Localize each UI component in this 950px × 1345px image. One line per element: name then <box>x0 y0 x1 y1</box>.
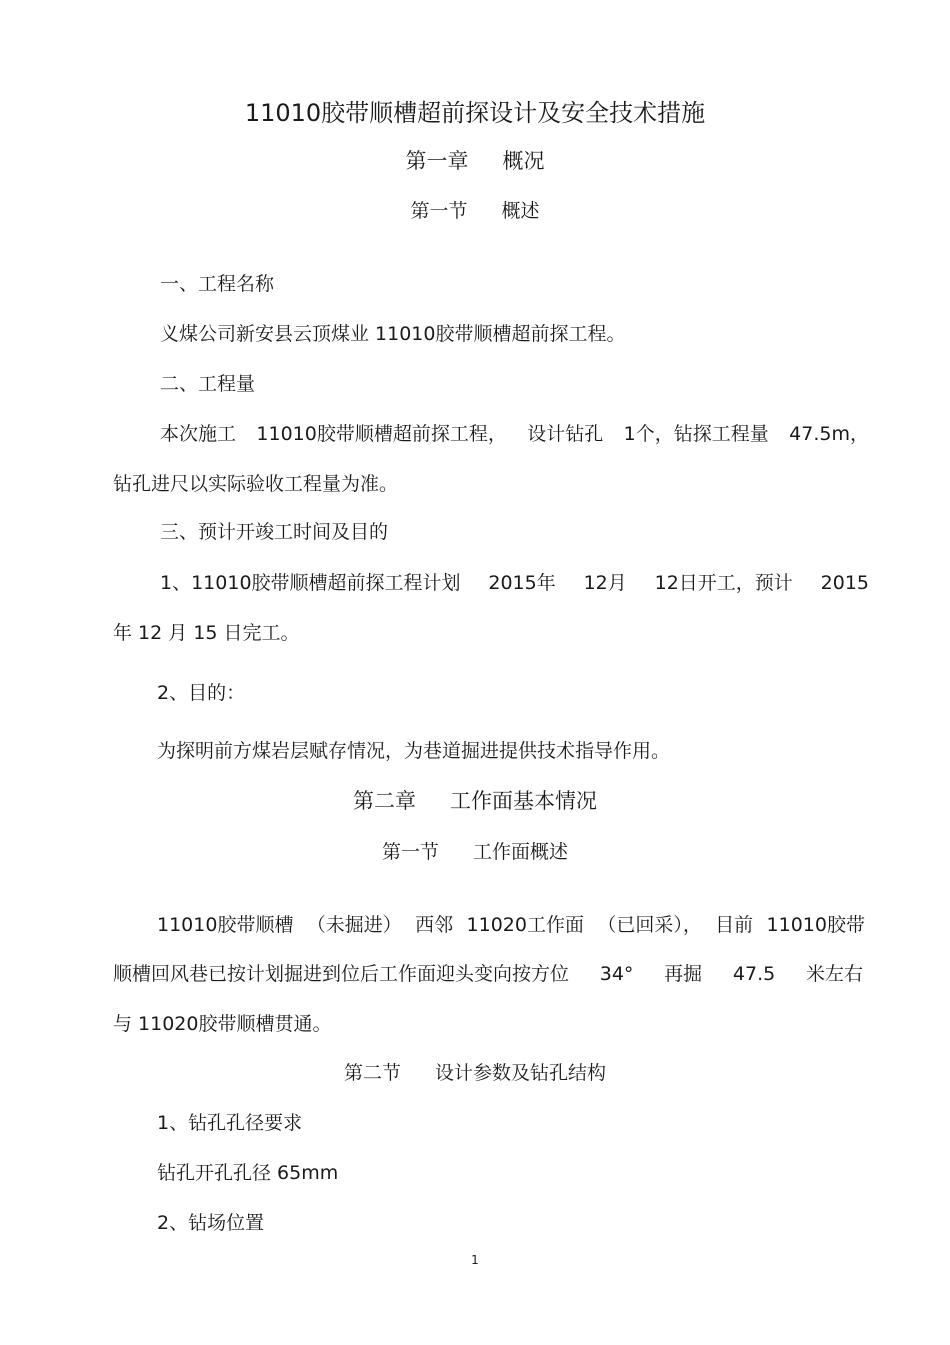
text-run: 米左右 <box>805 963 863 985</box>
chapter-2-section-1-heading <box>0 840 950 864</box>
text-run: 47.5m， <box>789 423 869 445</box>
text-run: 西邻 <box>415 914 454 936</box>
section-label: 第二节 <box>343 1062 401 1084</box>
document-title: 11010胶带顺槽超前探设计及安全技术措施 <box>244 99 706 127</box>
chapter-2-heading <box>0 788 950 814</box>
section-name: 设计参数及钻孔结构 <box>435 1062 607 1084</box>
paragraph-schedule-line-1 <box>160 571 869 595</box>
paragraph-face-line-2 <box>113 962 863 986</box>
heading-schedule: 三、预计开竣工时间及目的 <box>160 521 389 543</box>
text-run: 再掘 <box>664 963 703 985</box>
text-run: 12日开工，预计 <box>654 572 793 594</box>
item-drill-site: 2、钻场位置 <box>157 1212 265 1234</box>
text-run: 1个，钻探工程量 <box>623 423 769 445</box>
text-run: 47.5 <box>732 963 776 985</box>
paragraph-purpose: 为探明前方煤岩层赋存情况，为巷道掘进提供技术指导作用。 <box>157 740 671 762</box>
chapter-2-name: 工作面基本情况 <box>450 789 597 813</box>
text-run: 2015 <box>820 572 869 594</box>
item-hole-diameter: 1、钻孔孔径要求 <box>157 1112 303 1134</box>
text-run: 12月 <box>583 572 627 594</box>
heading-project-name: 一、工程名称 <box>160 273 275 295</box>
chapter-1-label: 第一章 <box>405 149 469 173</box>
text-run: （未掘进） <box>306 914 402 936</box>
text-run: （已回采）， <box>597 914 702 936</box>
chapter-2-section-2-heading <box>0 1061 950 1085</box>
text-run: 顺槽回风巷已按计划掘进到位后工作面迎头变向按方位 <box>113 963 570 985</box>
chapter-2-label: 第二章 <box>353 789 416 813</box>
paragraph-schedule-line-2: 年 12 月 15 日完工。 <box>113 622 300 644</box>
section-name: 工作面概述 <box>473 841 569 863</box>
paragraph-face-line-1 <box>157 913 865 937</box>
paragraph-hole-diameter: 钻孔开孔孔径 65mm <box>157 1162 339 1184</box>
heading-quantity: 二、工程量 <box>160 373 256 395</box>
chapter-1-heading <box>0 148 950 174</box>
text-run: 本次施工 <box>160 423 237 445</box>
text-run: 34° <box>599 963 634 985</box>
section-name: 概述 <box>501 200 540 222</box>
section-label: 第一节 <box>410 200 468 222</box>
text-run: 11010胶带 <box>766 914 865 936</box>
chapter-1-section-1-heading <box>0 199 950 223</box>
paragraph-project-name: 义煤公司新安县云顶煤业 11010胶带顺槽超前探工程。 <box>160 323 626 345</box>
text-run: 11010胶带顺槽超前探工程， <box>256 423 507 445</box>
item-purpose: 2、目的： <box>157 682 246 704</box>
paragraph-quantity-line-2: 钻孔进尺以实际验收工程量为准。 <box>113 473 399 495</box>
text-run: 2015年 <box>488 572 556 594</box>
chapter-1-name: 概况 <box>502 149 545 173</box>
text-run: 11020工作面 <box>466 914 584 936</box>
section-label: 第一节 <box>381 841 439 863</box>
text-run: 11010胶带顺槽 <box>157 914 294 936</box>
text-run: 1、11010胶带顺槽超前探工程计划 <box>160 572 461 594</box>
text-run: 设计钻孔 <box>527 423 604 445</box>
paragraph-quantity-line-1 <box>160 422 869 446</box>
text-run: 目前 <box>715 914 754 936</box>
page-number: 1 <box>471 1253 479 1267</box>
paragraph-face-line-3: 与 11020胶带顺槽贯通。 <box>113 1013 332 1035</box>
